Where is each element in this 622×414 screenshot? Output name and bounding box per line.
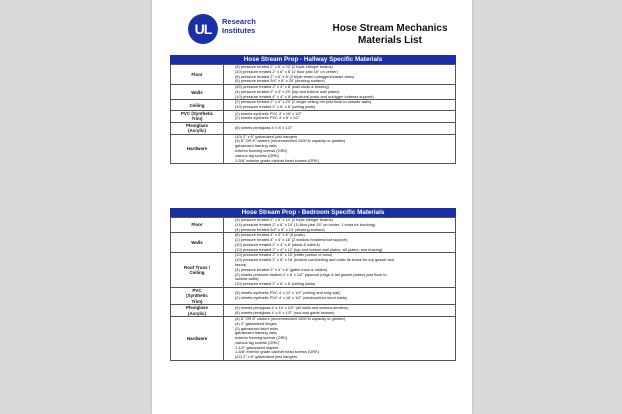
list-item: • (2) sheets synthetic PVC 4' x 8' x 1/2" xyxy=(235,116,455,121)
logo-line-1: Research xyxy=(222,17,256,26)
items-cell xyxy=(224,218,456,233)
items-cell xyxy=(224,111,456,123)
items-cell xyxy=(224,316,456,360)
list-item: • (10) 2" x 6" galvanized joist hangers xyxy=(235,135,455,140)
list-item: • (10) pressure treated 2" x 4" x 12' (top and bottom wall plates, sill plates, and bracing) xyxy=(235,248,455,253)
list-item: • (30) pressure treated 2" x 4" x 8' (studs & nailers) xyxy=(235,243,455,248)
list-item: • outside walls) xyxy=(235,277,455,282)
category-cell xyxy=(171,287,224,304)
list-item: • various lag screws (GRK) xyxy=(235,341,455,346)
list-item: • (4) 6" OR 8" casters (recommended 1000 lb capacity or greater) xyxy=(235,139,455,144)
material-row xyxy=(171,253,456,287)
category-label: Plexiglass xyxy=(185,122,208,128)
list-item: • (45) pressure treated 2" x 4" x 8' (wall studs & bracing) xyxy=(235,85,455,90)
list-item: • (2) pressure treated 2" x 4" x 20' (2 single ceiling rim joist flush to outside walls) xyxy=(235,100,455,105)
items-cell xyxy=(224,233,456,253)
material-row xyxy=(171,316,456,360)
list-item: • (2) pressure treated 4" x 4" x 16' (2 window headers/roof support) xyxy=(235,238,455,243)
category-cell xyxy=(171,85,224,100)
list-item: • (4) pressure treated 2" x 6" x 14' (2 triple stringer beams) xyxy=(235,218,455,223)
item-list xyxy=(224,233,455,252)
list-item: • (2) sheets synthetic PVC 4' x 16' x 1/2" (window/door short walls) xyxy=(235,296,455,301)
material-row xyxy=(171,233,456,253)
category-label: (Synthetic xyxy=(186,293,208,299)
item-list xyxy=(224,65,455,84)
list-item: • exterior framing screws (GRK) xyxy=(235,149,455,154)
list-item: • (8) pressure treated 4" x 4" x 8' (6 posts) xyxy=(235,233,455,238)
list-item: • (10) pressure treated 2" x 6" x 16' (bottom cord/ceiling and collar tie brace for top gusset and xyxy=(235,258,455,263)
category-cell xyxy=(171,122,224,134)
section-title-hallway: Hose Stream Prop - Hallway Specific Materials xyxy=(170,55,456,64)
list-item: • (8) sheets plexiglass 4' x 8' x 1/2" (roof and gable trusses) xyxy=(235,311,455,316)
list-item: • (10) pressure treated 2" x 6" x 8' (1' floor joist 16" on center) xyxy=(235,70,455,75)
list-item: • (4) pressure treated 2" x 6" x 20' (2 triple stringer beams) xyxy=(235,65,455,70)
item-list xyxy=(224,291,455,301)
material-row xyxy=(171,65,456,85)
items-cell xyxy=(224,100,456,111)
item-list xyxy=(224,112,455,122)
material-row xyxy=(171,287,456,304)
list-item: • (4) pressure treated 2" x 4" x 20' (top and bottom wall plates) xyxy=(235,90,455,95)
list-item: • galvanized framing nails xyxy=(235,144,455,149)
list-item: • galvanized framing nails xyxy=(235,331,455,336)
category-label: Roof Truss / xyxy=(183,264,210,270)
material-row xyxy=(171,85,456,100)
list-item: • (5) pressure treated 5/4" x 6" x 20' (decking surface) xyxy=(235,79,455,84)
item-list xyxy=(224,317,455,360)
category-label: PVC (Synthetic xyxy=(180,111,214,117)
section-title-bedroom: Hose Stream Prop - Bedroom Specific Materials xyxy=(170,208,456,217)
category-label: Walls xyxy=(191,89,203,95)
category-label: Ceiling xyxy=(189,270,205,276)
category-label: Plexiglass xyxy=(185,305,208,311)
category-cell xyxy=(171,253,224,287)
list-item: • (5) sheets synthetic PVC 4' x 12' x 1/2" (ceiling and long wall) xyxy=(235,291,455,296)
category-label: Walls xyxy=(191,240,203,246)
category-label: Hardware xyxy=(186,146,208,152)
item-list xyxy=(224,253,455,286)
title-line-1: Hose Stream Mechanics xyxy=(332,23,448,34)
bedroom-materials-table xyxy=(170,217,456,361)
list-item: • (14) pressure treated 2" x 6" x 10' (1) floor joist 16" on center, 1 extra for blocking) xyxy=(235,223,455,228)
document-page xyxy=(152,0,472,414)
items-cell xyxy=(224,253,456,287)
list-item: • 1-5/8" exterior grade cabinet head screws (GRK) xyxy=(235,159,455,164)
list-item: • various lag screws (GRK) xyxy=(235,154,455,159)
items-cell xyxy=(224,85,456,100)
list-item: • 1-1/2" galvanized staples xyxy=(235,346,455,351)
category-cell xyxy=(171,65,224,85)
logo-line-2: Institutes xyxy=(222,26,256,35)
items-cell xyxy=(224,287,456,304)
category-label: Trim) xyxy=(191,298,203,304)
material-row xyxy=(171,100,456,111)
category-cell xyxy=(171,316,224,360)
item-list xyxy=(224,306,455,316)
category-cell xyxy=(171,305,224,317)
material-row xyxy=(171,134,456,164)
material-row xyxy=(171,218,456,233)
category-cell xyxy=(171,134,224,164)
category-label: (Acrylic) xyxy=(187,310,206,316)
list-item: • (10) pressure treated 2" x 6" x 8' (ceiling joists) xyxy=(235,105,455,110)
items-cell xyxy=(224,305,456,317)
material-row xyxy=(171,122,456,134)
category-label: Trim) xyxy=(191,116,203,122)
list-item: • (6) pressure treated 2" x 6" x 8' (2 triple beam outriggers/caster arms) xyxy=(235,75,455,80)
item-list xyxy=(224,135,455,164)
category-label: Ceiling xyxy=(189,102,205,108)
list-item: • (4) 6" OR 8" casters (recommended 1000 lb capacity or greater) xyxy=(235,317,455,322)
item-list xyxy=(224,126,455,131)
category-label: (Acrylic) xyxy=(187,128,206,134)
list-item: • (22) 2" x 6" galvanized joist hangers xyxy=(235,355,455,360)
title-line-2: Materials List xyxy=(358,35,422,46)
ul-logo: UL xyxy=(188,14,218,44)
list-item: • (10) pressure treated 2" x 6" x 10' (rafter portion of truss) xyxy=(235,253,455,258)
list-item: • (10) pressure treated 4" x 4" x 8' (structural posts and outrigger buttress support) xyxy=(235,95,455,100)
list-item: • (6) sheets plexiglass 4' x 8' x 1/2" xyxy=(235,126,455,131)
items-cell xyxy=(224,134,456,164)
list-item: • fascia) xyxy=(235,263,455,268)
list-item: • (10) pressure treated 2" x 6" x 8' (ceiling joists) xyxy=(235,282,455,287)
item-list xyxy=(224,100,455,110)
category-label: PVC xyxy=(192,287,202,293)
list-item: • (2) sheets synthetic PVC 4' x 16' x 1/2" xyxy=(235,112,455,117)
list-item: • 1-5/8" exterior grade cabinet head screws (GRK) xyxy=(235,350,455,355)
item-list xyxy=(224,218,455,232)
category-label: Floor xyxy=(191,222,203,228)
material-row xyxy=(171,305,456,317)
list-item: • exterior framing screws (GRK) xyxy=(235,336,455,341)
list-item: • (2) sheets pressure treated 4' x 8' x 1/2" plywood (ridge & tail gusset plates) joist flush to xyxy=(235,273,455,278)
list-item: • (4) 4" galvanized hinges xyxy=(235,322,455,327)
items-cell xyxy=(224,122,456,134)
material-row xyxy=(171,111,456,123)
list-item: • (4) pressure treated 2" x 4" x 8' (gable truss & nailers) xyxy=(235,268,455,273)
logo-wordmark xyxy=(222,17,256,35)
category-cell xyxy=(171,111,224,123)
document-header xyxy=(152,0,472,54)
document-title xyxy=(320,23,460,47)
category-cell xyxy=(171,218,224,233)
category-label: Hardware xyxy=(186,335,208,341)
category-cell xyxy=(171,233,224,253)
list-item: • (4) pressure treated 5/4" x 6" x 14' (decking surface) xyxy=(235,228,455,233)
items-cell xyxy=(224,65,456,85)
hallway-materials-table xyxy=(170,64,456,164)
category-label: Floor xyxy=(191,71,203,77)
list-item: • (2) galvanized latch bolts xyxy=(235,327,455,332)
list-item: • (6) sheets plexiglass 4' x 10' x 1/2" (all walls and window shutters) xyxy=(235,306,455,311)
category-cell xyxy=(171,100,224,111)
item-list xyxy=(224,85,455,99)
